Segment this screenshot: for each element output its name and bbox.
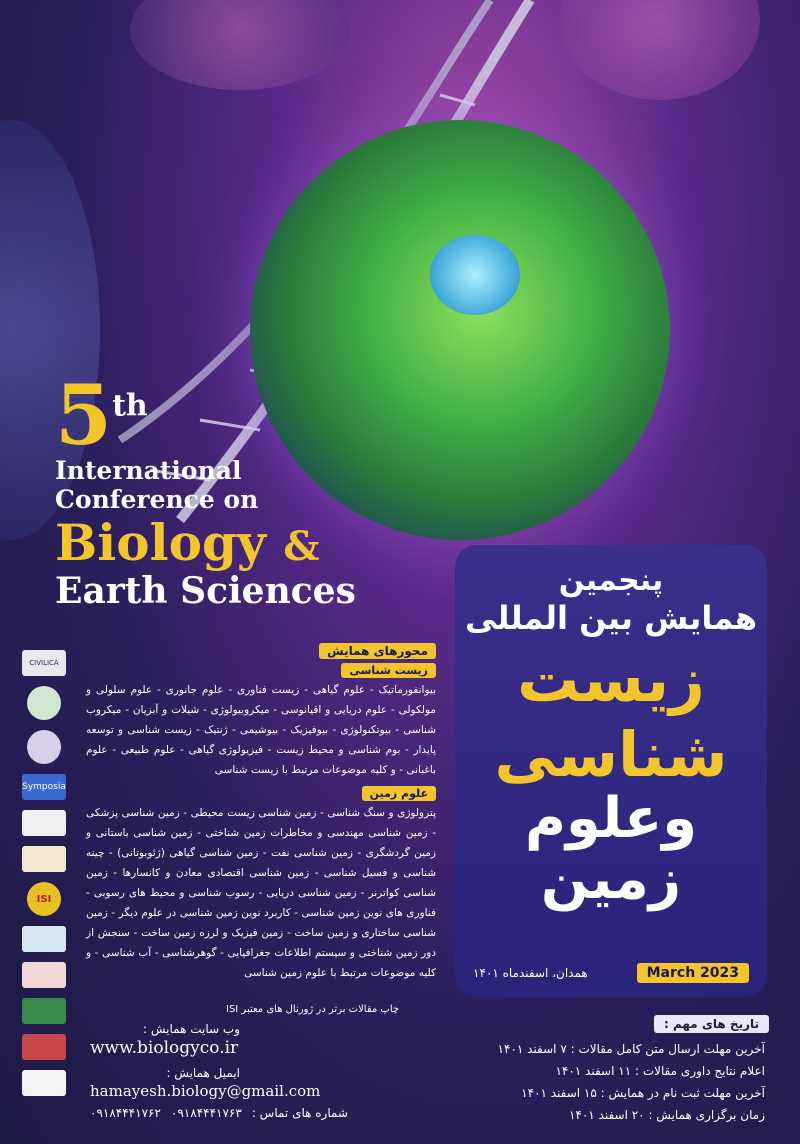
logo-tree — [22, 1070, 66, 1096]
logo-publisher — [22, 810, 66, 836]
biology-topics-title: زیست شناسی — [341, 663, 436, 678]
website-label: وب سایت همایش : — [143, 1022, 240, 1036]
conference-topics — [86, 640, 436, 985]
earth-topics-text: پترولوژی و سنگ شناسی - زمین شناسی زیست محیطی - زمین شناسی پزشکی - زمین شناسی مهندسی و مخاطرات زمین شناختی - زمین شناسی باستانی و زمین گردشگری - زمین شناسی نفت - زمین شناسی گیاهی (ژئوبوتانی) - چینه شناسی و فسیل شناسی - زمین شناسی اقتصادی معادن و کانسارها - زمین شناسی کواترنر - زمین شناسی دریایی - رسوب شناسی و محیط های رسوبی - فناوری های نوین زمین شناسی - کاربرد نوین زمین شناسی در علوم دیگر - زمین شناسی ساختاری و زمین ساخت - زمین فیزیک و لرزه زمین ساخت - سنجش از دور زمین شناختی و سیستم اطلاعات جغرافیایی - گوهرشناسی - آب شناسی - و کلیه موضوعات مرتبط با علوم زمین شناسی — [86, 807, 436, 979]
logo-university-seal — [27, 686, 61, 720]
logo-green-banner — [22, 998, 66, 1024]
phone-2[interactable]: ۰۹۱۸۴۴۴۱۷۶۲ — [90, 1106, 161, 1120]
background-cell-graphic — [560, 0, 760, 100]
logo-civilica: CIVILICA — [22, 650, 66, 676]
logo-symposia: Symposia — [22, 774, 66, 800]
title-line-conference: Conference on — [55, 484, 259, 514]
english-title-block — [55, 368, 356, 613]
date-item: اعلام نتایج داوری مقالات : ۱۱ اسفند ۱۴۰۱ — [555, 1064, 765, 1078]
earth-topics-title: علوم زمین — [362, 786, 436, 801]
biology-topics-text: بیوانفورماتیک - علوم گیاهی - زیست فناوری - علوم جانوری - علوم سلولی و مولکولی - علوم دریایی و اقیانوسی - میکروبیولوژی - شیلات و آبزیان - میکروب شناسی - بیوتکنولوژی - بیوفیزیک - بیوشیمی - ژنتیک - زیست شناسی و توسعه پایدار - بوم شناسی و محیط زیست - فیزیولوژی گیاهی - علوم طبیعی - علوم باغبانی - و کلیه موضوعات مرتبط با زیست شناسی — [86, 684, 436, 776]
email-label: ایمیل همایش : — [166, 1066, 240, 1080]
fa-title-international: همایش بین المللی — [465, 599, 757, 637]
important-dates-title: تاریخ های مهم : — [654, 1015, 769, 1033]
important-dates — [497, 1020, 765, 1126]
place-date-persian: همدان، اسفندماه ۱۴۰۱ — [473, 966, 588, 980]
fa-title-fifth: پنجمین — [558, 563, 664, 598]
fa-title-earth-1: وعلوم — [524, 785, 698, 851]
phone-1[interactable]: ۰۹۱۸۴۴۴۱۷۶۳ — [170, 1106, 242, 1120]
topics-title: محورهای همایش — [319, 643, 436, 659]
fa-title-earth-2: زمین — [540, 847, 682, 913]
phones-label: شماره های تماس : — [251, 1106, 348, 1120]
date-item: زمان برگزاری همایش : ۲۰ اسفند ۱۴۰۱ — [568, 1108, 765, 1122]
logo-iran-map — [22, 1034, 66, 1060]
date-item: آخرین مهلت ثبت نام در همایش : ۱۵ اسفند ۱۴۰۱ — [521, 1086, 765, 1100]
logo-badge — [22, 926, 66, 952]
date-item: آخرین مهلت ارسال متن کامل مقالات : ۷ اسفند ۱۴۰۱ — [497, 1042, 765, 1056]
logo-institute-seal — [27, 730, 61, 764]
edition-number: 5th — [55, 368, 148, 464]
title-biology: Biology & — [55, 512, 320, 572]
fa-title-biology-1: زیست — [517, 643, 705, 717]
fa-title-biology-2: شناسی — [494, 718, 728, 792]
phone-numbers — [90, 1106, 348, 1120]
website-link[interactable]: www.biologyco.ir — [90, 1038, 239, 1058]
logo-isi: ISI — [27, 882, 61, 916]
date-row — [473, 963, 749, 983]
logo-index — [22, 846, 66, 872]
isi-publication-note: چاپ مقالات برتر در ژورنال های معتبر ISI — [226, 1004, 400, 1015]
title-line-international: International — [55, 456, 242, 485]
contact-block — [90, 1022, 348, 1120]
persian-title-box — [455, 545, 767, 997]
email-link[interactable]: hamayesh.biology@gmail.com — [90, 1082, 321, 1100]
sponsor-logos — [22, 650, 70, 1106]
lake-graphic — [430, 235, 520, 315]
important-dates-list — [497, 1038, 765, 1126]
date-english: March 2023 — [637, 963, 749, 983]
logo-organization — [22, 962, 66, 988]
title-earth-sciences: Earth Sciences — [55, 569, 356, 612]
edition-ordinal: th — [112, 388, 148, 424]
ampersand: & — [283, 522, 320, 570]
